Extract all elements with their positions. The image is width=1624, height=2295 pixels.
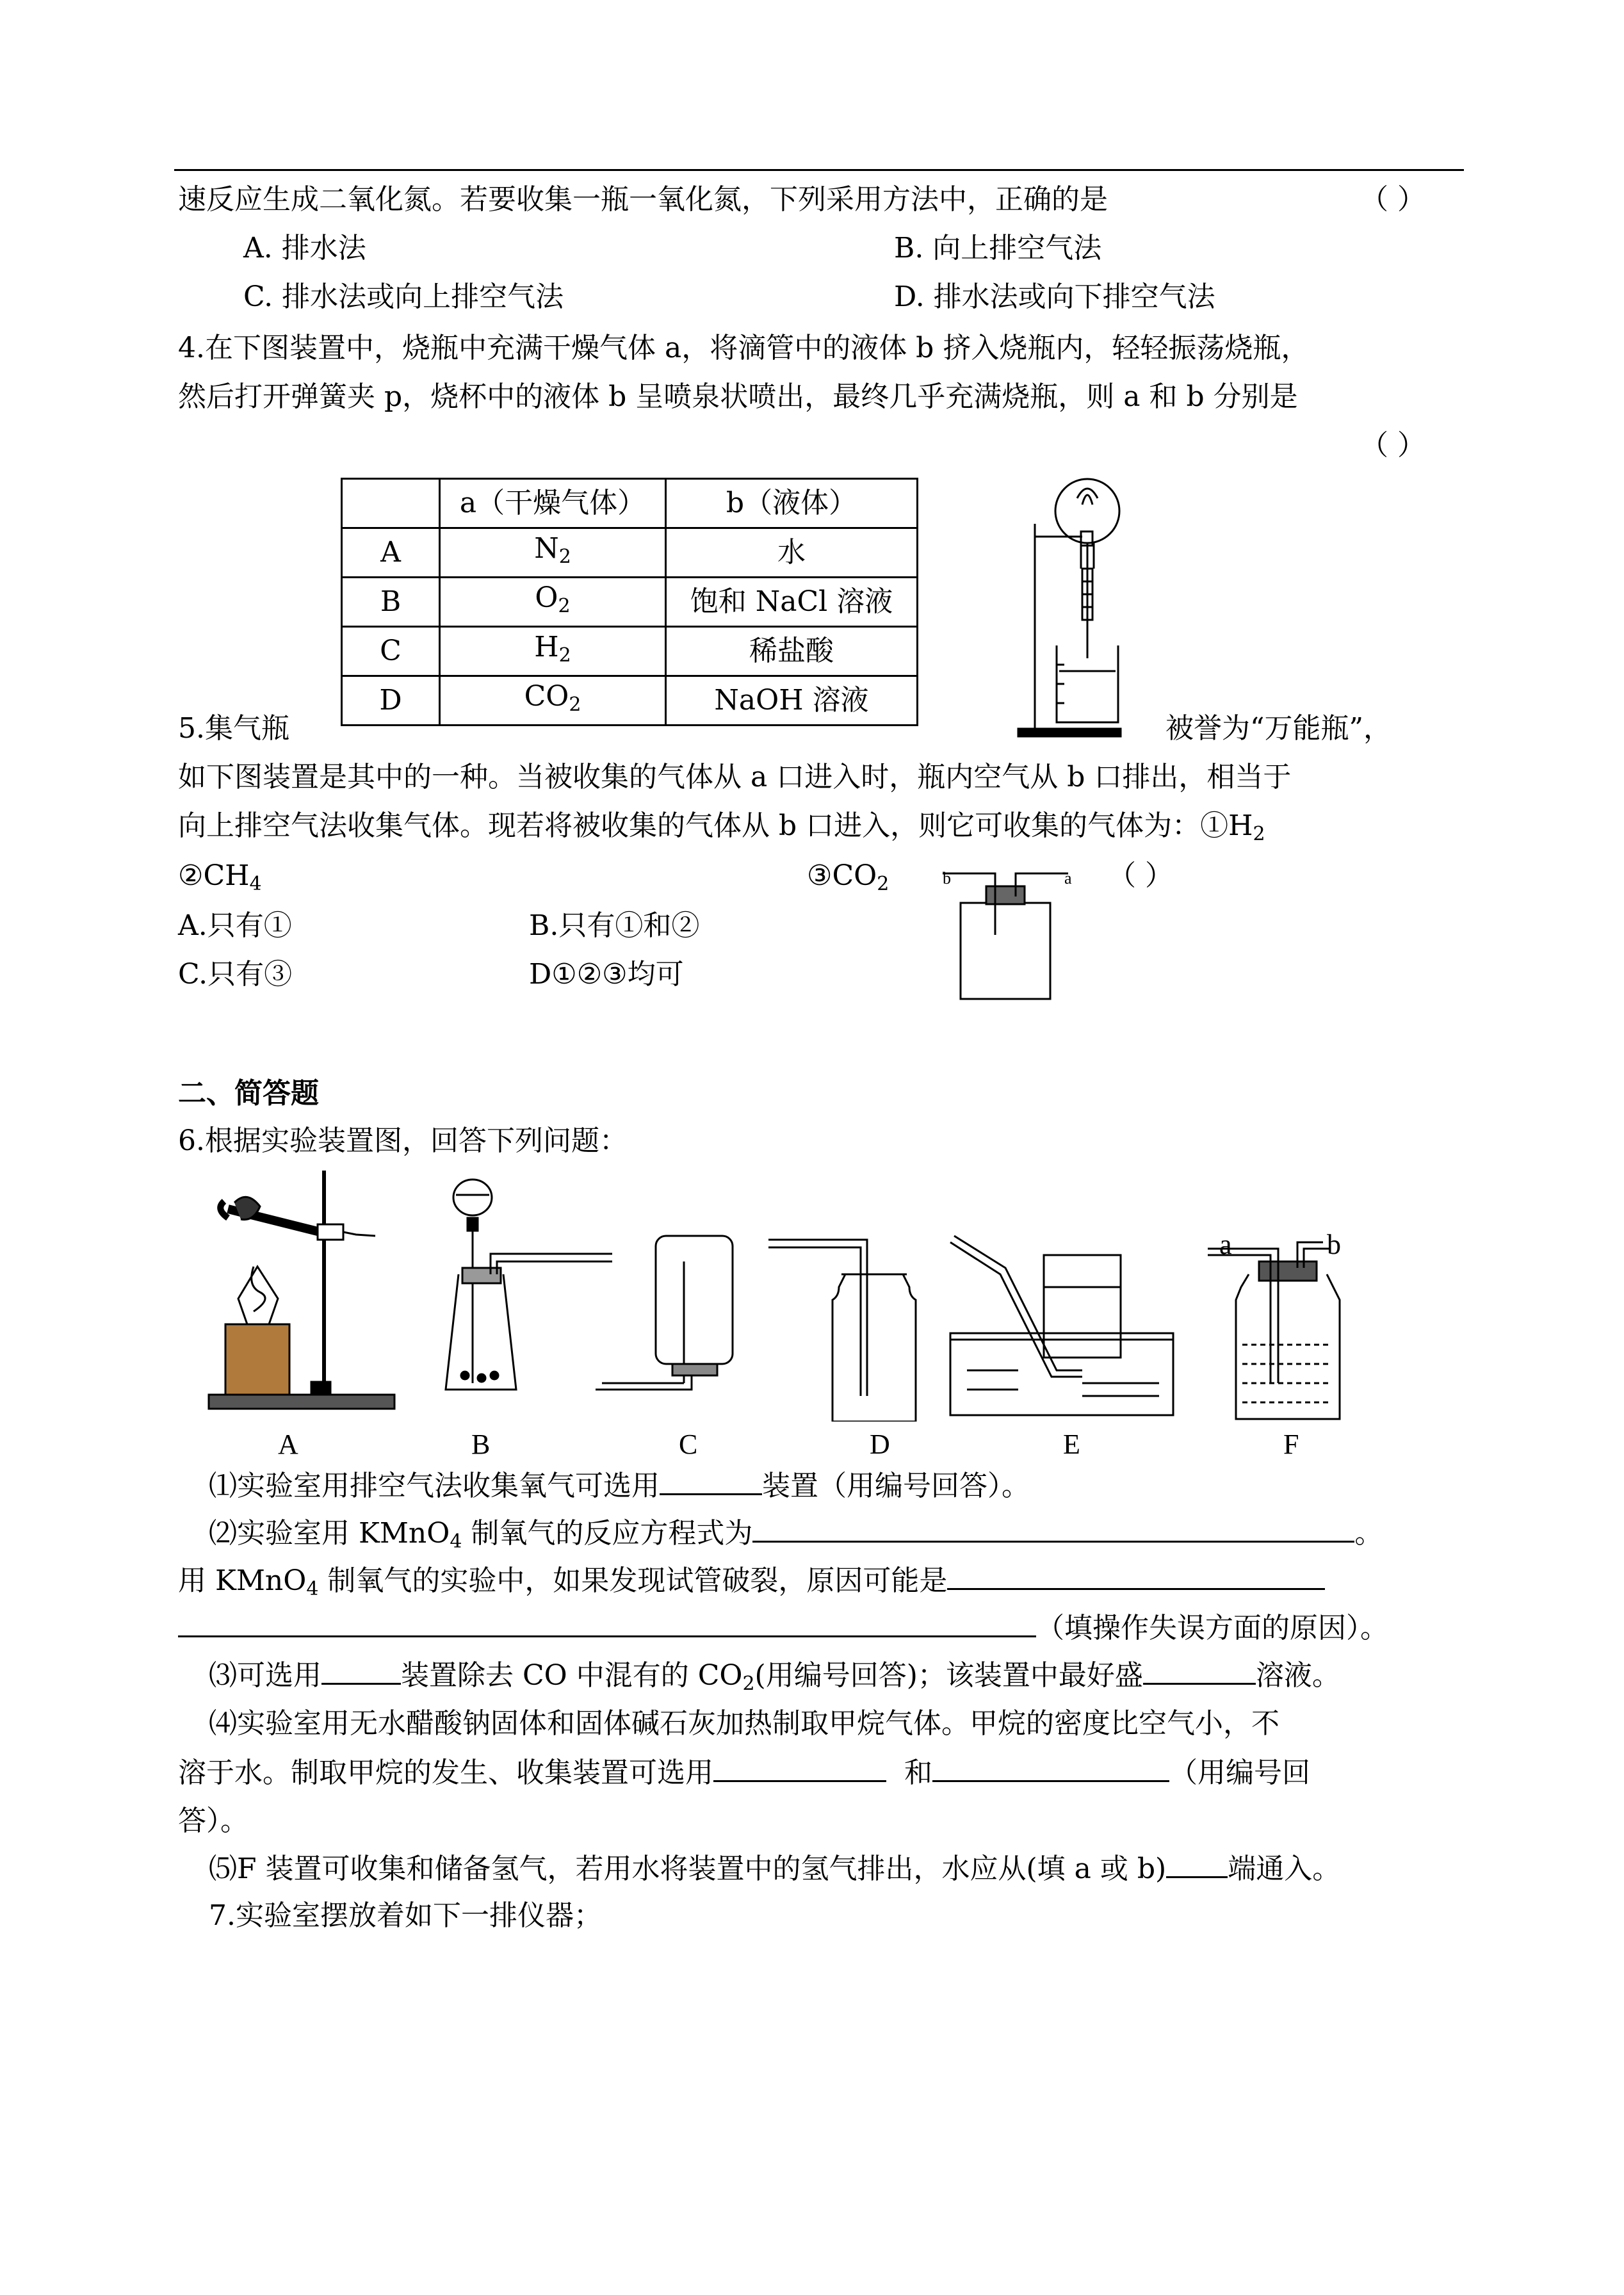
q4-row-key: C	[342, 627, 440, 676]
q4-row-key: A	[342, 528, 440, 578]
q4-row-liquid: 稀盐酸	[666, 627, 918, 676]
q4-row-liquid: 饱和 NaCl 溶液	[666, 578, 918, 627]
apparatus-f-port-b-label: b	[1327, 1229, 1341, 1260]
q6-part-4-cont-2: 答）。	[178, 1804, 248, 1837]
apparatus-label-a: A	[278, 1429, 298, 1460]
q4-table-header	[342, 479, 918, 528]
q5-line-2: 如下图装置是其中的一种。当被收集的气体从 a 口进入时，瓶内空气从 b 口排出，相当于	[178, 761, 1292, 793]
q4-table-row	[342, 627, 918, 676]
q4-row-gas: $H_2$	[440, 627, 666, 676]
answer-blank[interactable]	[660, 1468, 762, 1495]
q3-option-d: D. 排水法或向下排空气法	[894, 280, 1215, 313]
apparatus-c-figure	[589, 1223, 743, 1422]
q5-item-ch4: $②CH_4$	[178, 859, 262, 895]
q6-part-2: ⑵实验室用 KMnO$_4$ 制氧气的反应方程式为 。	[209, 1515, 1383, 1560]
q5-answer-paren: （ ）	[1108, 859, 1173, 892]
apparatus-a-figure	[202, 1164, 407, 1420]
q3-option-b: B. 向上排空气法	[894, 232, 1102, 264]
q4-header-gas: a（干燥气体）	[440, 479, 666, 528]
q4-table-row	[342, 676, 918, 726]
q4-answer-paren: （ ）	[1360, 429, 1425, 462]
answer-blank[interactable]	[321, 1657, 401, 1685]
header-rule	[174, 169, 1464, 171]
apparatus-label-f: F	[1283, 1429, 1299, 1460]
q4-table-row	[342, 528, 918, 578]
apparatus-e-figure	[941, 1229, 1185, 1422]
q4-line-2: 然后打开弹簧夹 p，烧杯中的液体 b 呈喷泉状喷出，最终几乎充满烧瓶，则 a 和 b 分别是	[178, 380, 1298, 413]
q6-part-2-cont: 用 KMnO$_4$ 制氧气的实验中，如果发现试管破裂，原因可能是	[178, 1562, 1325, 1607]
apparatus-label-e: E	[1063, 1429, 1080, 1460]
q6-part-3: ⑶可选用 装置除去 CO 中混有的 $CO_2$(用编号回答)；该装置中最好盛 溶液。	[209, 1657, 1340, 1702]
section-title: 二、简答题	[178, 1077, 319, 1110]
q5-gas-bottle-figure	[935, 858, 1082, 1005]
apparatus-b-figure	[420, 1172, 612, 1415]
q7-intro: 7.实验室摆放着如下一排仪器；	[209, 1899, 602, 1932]
q5-port-a-label: a	[1064, 869, 1072, 888]
fountain-apparatus-figure	[1005, 473, 1146, 742]
q6-part-4-cont: 溶于水。制取甲烷的发生、收集装置可选用 和 （用编号回	[178, 1755, 1310, 1791]
q3-text: 速反应生成二氧化氮。若要收集一瓶一氧化氮，下列采用方法中，正确的是	[178, 183, 1108, 216]
q4-row-gas: $CO_2$	[440, 676, 666, 726]
q4-header-liquid: b（液体）	[666, 479, 918, 528]
q5-option-c: C.只有③	[178, 958, 293, 991]
q3-line	[178, 182, 1108, 218]
q6-part-4: ⑷实验室用无水醋酸钠固体和固体碱石灰加热制取甲烷气体。甲烷的密度比空气小，不	[209, 1707, 1279, 1740]
q5-option-b: B.只有①和②	[529, 909, 700, 942]
q4-row-liquid: NaOH 溶液	[666, 676, 918, 726]
answer-blank[interactable]	[947, 1562, 1325, 1590]
q5-suffix: 被誉为“万能瓶”，	[1165, 712, 1392, 745]
q4-row-gas: $O_2$	[440, 578, 666, 627]
q4-row-gas: $N_2$	[440, 528, 666, 578]
q4-line-1: 4.在下图装置中，烧瓶中充满干燥气体 a，将滴管中的液体 b 挤入烧瓶内，轻轻振荡烧瓶，	[178, 332, 1310, 364]
answer-blank[interactable]	[1143, 1657, 1256, 1685]
q6-intro: 6.根据实验装置图，回答下列问题：	[178, 1124, 628, 1157]
q4-row-liquid: 水	[666, 528, 918, 578]
q5-port-b-label: b	[943, 869, 951, 888]
q5-option-d: D①②③均可	[529, 958, 684, 991]
apparatus-label-c: C	[679, 1429, 698, 1460]
answer-blank[interactable]	[1166, 1851, 1228, 1878]
q4-table	[341, 478, 918, 726]
answer-blank[interactable]	[178, 1610, 1036, 1637]
q6-part-5: ⑸F 装置可收集和储备氢气，若用水将装置中的氢气排出，水应从(填 a 或 b) 端通入。	[209, 1851, 1340, 1887]
q6-part-2-cont-2: （填操作失误方面的原因）。	[178, 1610, 1388, 1646]
q4-row-key: B	[342, 578, 440, 627]
q3-answer-paren: （ ）	[1360, 183, 1425, 216]
answer-blank[interactable]	[713, 1755, 886, 1782]
q5-line-3: 向上排空气法收集气体。现若将被收集的气体从 b 口进入，则它可收集的气体为：$①H_2$	[178, 809, 1265, 845]
q5-option-a: A.只有①	[178, 909, 292, 942]
answer-blank[interactable]	[752, 1515, 1354, 1543]
apparatus-d-figure	[768, 1229, 929, 1422]
q3-option-c: C. 排水法或向上排空气法	[243, 280, 564, 313]
apparatus-f-port-a-label: a	[1219, 1229, 1232, 1260]
apparatus-label-d: D	[870, 1429, 890, 1460]
q4-table-row	[342, 578, 918, 627]
q4-header-key	[342, 479, 440, 528]
q6-part-1: ⑴实验室用排空气法收集氧气可选用 装置（用编号回答）。	[209, 1468, 1030, 1504]
apparatus-label-b: B	[471, 1429, 491, 1460]
q5-item-co2: $③CO_2$	[807, 859, 889, 895]
q3-option-a: A. 排水法	[243, 232, 366, 264]
answer-blank[interactable]	[932, 1755, 1169, 1782]
q5-prefix: 5.集气瓶	[178, 712, 289, 745]
q4-row-key: D	[342, 676, 440, 726]
